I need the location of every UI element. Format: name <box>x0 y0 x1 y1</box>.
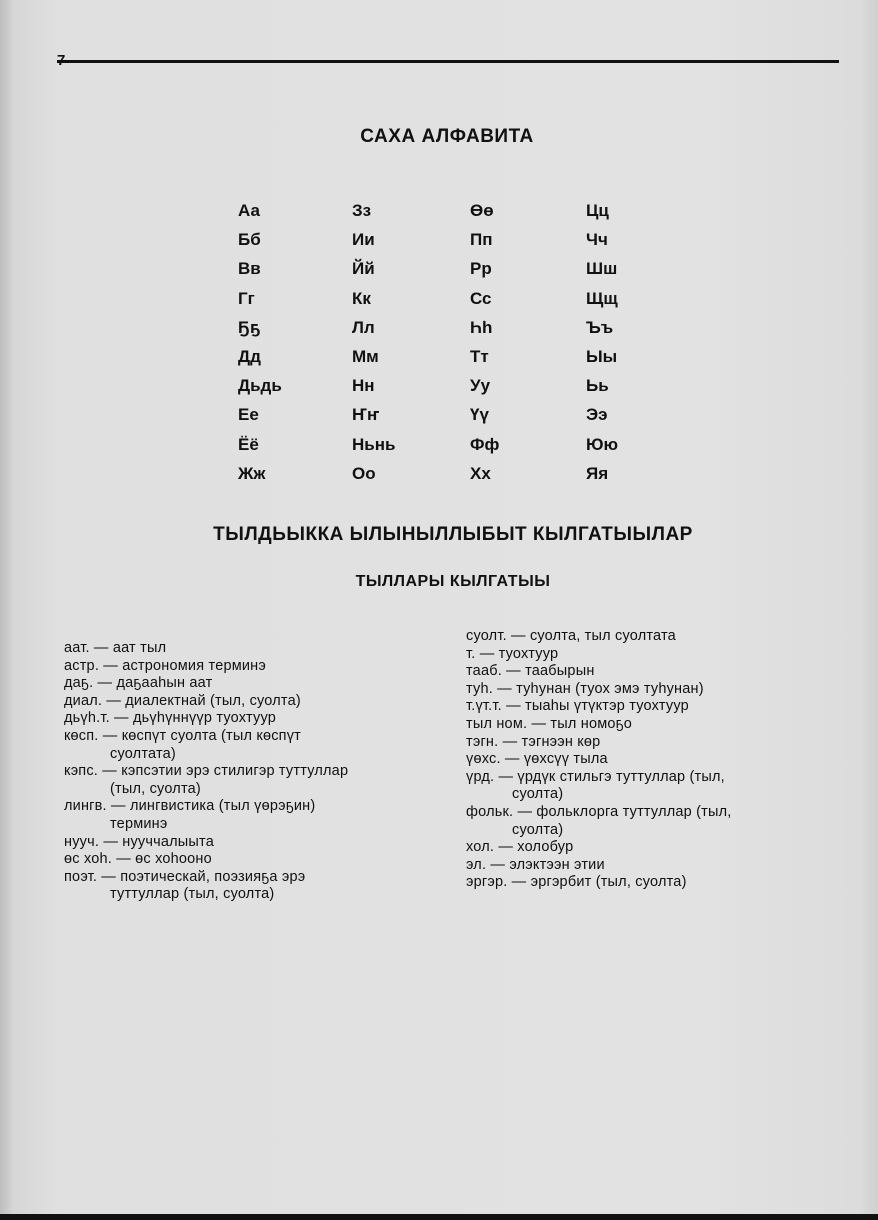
alphabet-letter: Щщ <box>586 288 618 308</box>
alphabet-letter: Рр <box>470 259 492 279</box>
alphabet-letter: Сс <box>470 288 492 308</box>
alphabet-letter: Фф <box>470 434 500 454</box>
alphabet-letter: Ыы <box>586 346 618 366</box>
abbreviation-entry: даҕ. — даҕааһын аат <box>64 675 213 692</box>
alphabet-title: САХА АЛФАВИТА <box>360 126 534 147</box>
abbreviation-entry-continuation: суолта) <box>512 786 564 803</box>
abbreviation-entry: нууч. — нууччалыыта <box>64 833 214 850</box>
alphabet-letter: Һһ <box>470 317 493 337</box>
alphabet-letter: Шш <box>586 259 618 279</box>
abbreviation-entry: көсп. — көспүт суолта (тыл көспүт <box>64 727 302 744</box>
abbreviation-entry: тыл ном. — тыл номоҕо <box>466 715 633 732</box>
abbreviation-entry: тэгн. — тэгнээн көр <box>466 733 601 750</box>
alphabet-letter: Йй <box>352 259 375 279</box>
alphabet-letter: Яя <box>586 463 609 483</box>
abbreviation-entry: лингв. — лингвистика (тыл үөрэҕин) <box>64 798 316 815</box>
abbreviations-subtitle: ТЫЛЛАРЫ КЫЛГАТЫЫ <box>355 573 551 590</box>
abbreviation-entry: диал. — диалектнай (тыл, суолта) <box>64 692 301 709</box>
abbreviations-right-column <box>466 628 826 892</box>
abbreviation-entry-continuation: суолтата) <box>110 745 176 762</box>
alphabet-letter: Ьь <box>586 376 609 396</box>
abbreviations-left-column <box>64 640 434 904</box>
abbreviation-entry: поэт. — поэтическай, поэзияҕа эрэ <box>64 868 306 885</box>
alphabet-letter: Мм <box>352 346 379 366</box>
alphabet-letter: Жж <box>238 463 266 483</box>
abbreviation-entry: фольк. — фольклорга туттуллар (тыл, <box>466 803 732 820</box>
alphabet-letter: Өө <box>470 201 494 220</box>
abbreviation-entry: астр. — астрономия терминэ <box>64 657 266 674</box>
alphabet-letter: Ҥҥ <box>352 405 380 425</box>
alphabet-letter: Цц <box>586 201 609 220</box>
alphabet-letter: Лл <box>352 317 375 337</box>
abbreviation-entry-continuation: туттуллар (тыл, суолта) <box>110 886 275 903</box>
alphabet-letter: Пп <box>470 230 493 250</box>
header-rule <box>57 60 839 63</box>
alphabet-letter: Дьдь <box>238 376 282 396</box>
alphabet-letter: Ёё <box>238 434 259 454</box>
abbreviation-entry: өс хоһ. — өс хоһооно <box>64 851 212 868</box>
alphabet-letter: Ъъ <box>586 317 614 337</box>
abbreviation-entry: эл. — элэктээн этии <box>466 856 605 873</box>
alphabet-letter: Гг <box>238 288 255 308</box>
alphabet-letter: Үү <box>470 405 489 425</box>
page-bottom-edge <box>0 1214 878 1220</box>
alphabet-letter: Тт <box>470 346 489 366</box>
alphabet-letter: Дд <box>238 346 261 366</box>
alphabet-letter: Хх <box>470 463 491 483</box>
abbreviation-entry: эргэр. — эргэрбит (тыл, суолта) <box>466 874 687 891</box>
abbreviation-entry: үрд. — үрдүк стильгэ туттуллар (тыл, <box>466 768 725 785</box>
abbreviation-entry: дьүһ.т. — дьүһүннүүр туохтуур <box>64 710 277 727</box>
alphabet-letter: Ии <box>352 230 375 250</box>
alphabet-letter: Бб <box>238 230 261 250</box>
alphabet-letter: Уу <box>470 376 491 396</box>
abbreviation-entry: туһ. — туһунан (туох эмэ туһунан) <box>466 680 704 697</box>
abbreviation-entry: хол. — холобур <box>466 839 574 856</box>
abbreviation-entry: суолт. — суолта, тыл суолтата <box>466 628 676 644</box>
alphabet-letter: Ньнь <box>352 434 396 454</box>
alphabet-letter: Ҕҕ <box>238 317 261 337</box>
alphabet-letter: Ээ <box>586 405 608 425</box>
alphabet-letter: Чч <box>586 230 608 250</box>
alphabet-letter: Зз <box>352 201 372 220</box>
abbreviation-entry: үөхс. — үөхсүү тыла <box>466 751 608 768</box>
abbreviation-entry: т.үт.т. — тыаһы үтүктэр туохтуур <box>466 698 689 715</box>
abbreviation-entry: кэпс. — кэпсэтии эрэ стилигэр туттуллар <box>64 763 349 780</box>
abbreviation-entry: т. — туохтуур <box>466 645 559 662</box>
alphabet-letter: Аа <box>238 201 260 220</box>
alphabet-letter: Юю <box>586 434 619 454</box>
alphabet-letter: Кк <box>352 288 371 308</box>
abbreviation-entry-continuation: суолта) <box>512 821 564 838</box>
alphabet-letter: Нн <box>352 376 375 396</box>
alphabet-letter: Вв <box>238 259 261 279</box>
abbreviation-entry-continuation: (тыл, суолта) <box>110 780 201 797</box>
abbreviation-entry: тааб. — таабырын <box>466 663 595 680</box>
abbreviations-title: ТЫЛДЬЫККА ЫЛЫНЫЛЛЫБЫТ КЫЛГАТЫЫЛАР <box>213 524 693 545</box>
alphabet-letter: Ее <box>238 405 259 425</box>
abbreviation-entry: аат. — аат тыл <box>64 640 167 656</box>
abbreviation-entry-continuation: терминэ <box>110 815 168 832</box>
alphabet-grid <box>238 196 666 488</box>
alphabet-letter: Оо <box>352 463 376 483</box>
